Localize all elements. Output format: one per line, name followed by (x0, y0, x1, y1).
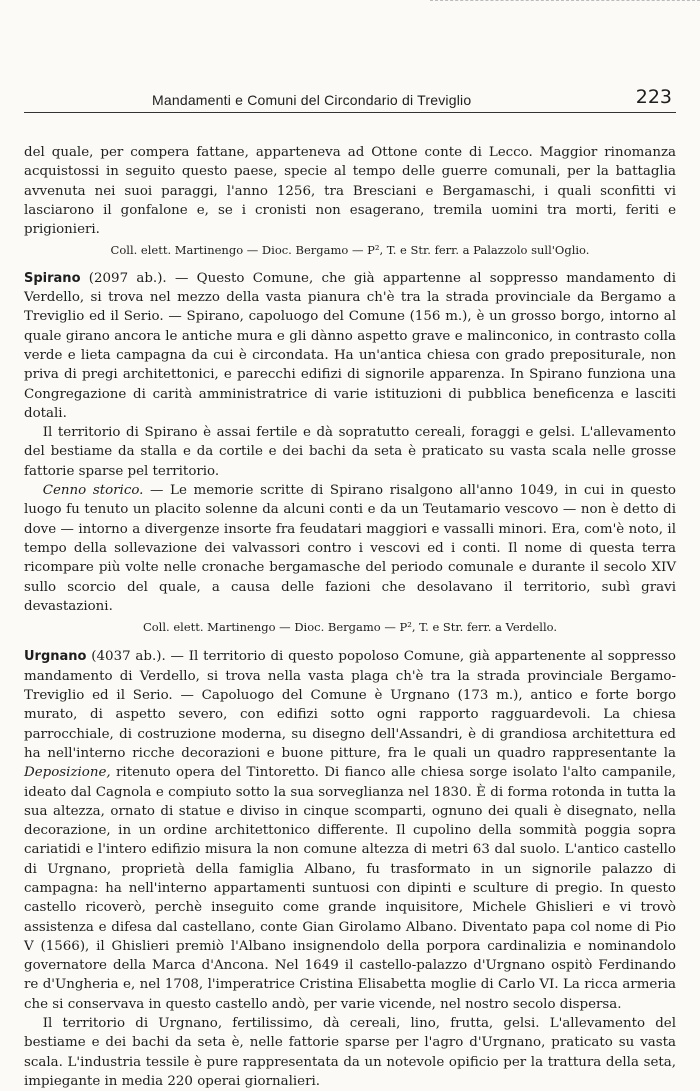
urgnano-territory: Il territorio di Urgnano, fertilissimo, dà cereali, lino, frutta, gelsi. L'allevamento del bestiame e dei bachi da seta è, nelle fattorie sparse per l'agro d'Urgnano, praticato su vasta scala. L'industria tessile è pure rappresentata da un notevole opificio per la trattura della seta, impiegante in media 220 operai giornalieri. (24, 1016, 676, 1089)
cenno-storico-label: Cenno storico. (42, 483, 144, 499)
entry-spirano (24, 269, 676, 423)
page-body (24, 143, 676, 1091)
entry-title-urgnano: Urgnano (24, 649, 87, 665)
page-number: 223 (635, 86, 672, 108)
spirano-history (24, 481, 676, 616)
source-note: Coll. elett. Martinengo — Dioc. Bergamo — P², T. e Str. ferr. a Verdello. (142, 620, 558, 635)
deposizione-title: Deposizione, (24, 765, 111, 781)
paragraph-continuation: del quale, per compera fattane, apparteneva ad Ottone conte di Lecco. Maggior rinomanza acquistossi in seguito questo paese, specie al tempo delle guerre comunali, per la battaglia avvenuta nei suoi paraggi, l'anno 1256, tra Bresciani e Bergamaschi, i quali sconfitti vi lasciarono il gonfalone e, se i cronisti non esagerano, tremila uomini tra morti, feriti e prigionieri. (24, 145, 676, 238)
urgnano-intro: (4037 ab.). — Il territorio di questo popoloso Comune, già appartenente al soppresso mandamento di Verdello, si trova nella vasta plaga ch'è tra la strada provinciale Bergamo-Treviglio ed il Serio. — Capoluogo del Comune è Urgnano (173 m.), antico e forte borgo murato, di aspetto severo, con edifizi sotto ogni rapporto ragguardevoli. La chiesa parrocchiale, di costruzione moderna, su disegno dell'Assandri, è di grandiosa architettura ed ha nell'interno ricche decorazioni e buone pitture, fra le quali un quadro rappresentante la (24, 649, 676, 761)
urgnano-intro-cont: ritenuto opera del Tintoretto. Di fianco alle chiesa sorge isolato l'alto campanile, ideato dal Cagnola e compiuto sotto la sua sorveglianza nel 1830. È di forma rotonda in tutta la sua altezza, ornato di statue e diviso in cinque scomparti, ognuno dei quali è disegnato, nella decorazione, in un ordine architettonico differente. Il cupolino della sommità poggia sopra cariatidi e l'intero edifizio misura la non comune altezza di metri 63 dal suolo. L'antico castello di Urgnano, proprietà della famiglia Albano, fu trasformato in un signorile palazzo di campagna: ha nell'interno appartamenti suntuosi con dipinti e sculture di pregio. In questo castello ricoverò, perchè inseguito come grande inquisitore, Michele Ghislieri e vi trovò assistenza e difesa dal castellano, conte Gian Girolamo Albano. Diventato papa col nome di Pio V (1566), il Ghislieri premiò l'Albano insignendolo della porpora cardinalizia e nominandolo governatore della Marca d'Ancona. Nel 1649 il castello-palazzo d'Urgnano ospitò Ferdinando re d'Ungheria e, nel 1708, l'imperatrice Cristina Elisabetta moglie di Carlo VI. La ricca armeria che si conservava in questo castello andò, per varie vicende, nel nostro secolo dispersa. (24, 765, 676, 1012)
entry-title-spirano: Spirano (24, 270, 81, 286)
running-title: Mandamenti e Comuni del Circondario di Treviglio (152, 92, 472, 108)
scan-edge-mark (430, 0, 700, 2)
entry-urgnano (24, 647, 676, 1014)
source-note: Coll. elett. Martinengo — Dioc. Bergamo — P², T. e Str. ferr. a Palazzolo sull'Oglio. (110, 243, 590, 258)
cenno-storico-text: — Le memorie scritte di Spirano risalgono all'anno 1049, in cui in questo luogo fu tenuto un placito solenne da alcuni conti e da un Teutamario vescovo — non è detto di dove — intorno a divergenze insorte fra feudatari maggiori e vassalli minori. Era, com'è noto, il tempo della sollevazione dei valvassori contro i vescovi ed i conti. Il nome di questa terra ricompare più volte nelle cronache bergamasche del periodo comunale e durante il secolo XIV sullo scorcio del quale, a causa delle fazioni che desolavano il territorio, subì gravi devastazioni. (24, 483, 676, 614)
spirano-intro: (2097 ab.). — Questo Comune, che già appartenne al soppresso mandamento di Verdello, si trova nel mezzo della vasta pianura ch'è tra la strada provinciale da Bergamo a Treviglio ed il Serio. — Spirano, capoluogo del Comune (156 m.), è un grosso borgo, intorno al quale girano ancora le antiche mura e gli dànno aspetto grave e malinconico, in contrasto colla verde e lieta campagna da cui è circondata. Ha un'antica chiesa con grado prepositurale, non priva di pregi architettonici, e parecchi edifizi di signorile apparenza. In Spirano funziona una Congregazione di carità amministratrice di varie istituzioni di pubblica beneficenza e lasciti dotali. (24, 270, 676, 421)
spirano-territory: Il territorio di Spirano è assai fertile e dà sopratutto cereali, foraggi e gelsi. L'allevamento del bestiame da stalla e da cortile e dei bachi da seta è praticato su vasta scala nelle grosse fattorie sparse pel territorio. (24, 425, 676, 479)
running-header (24, 86, 676, 113)
